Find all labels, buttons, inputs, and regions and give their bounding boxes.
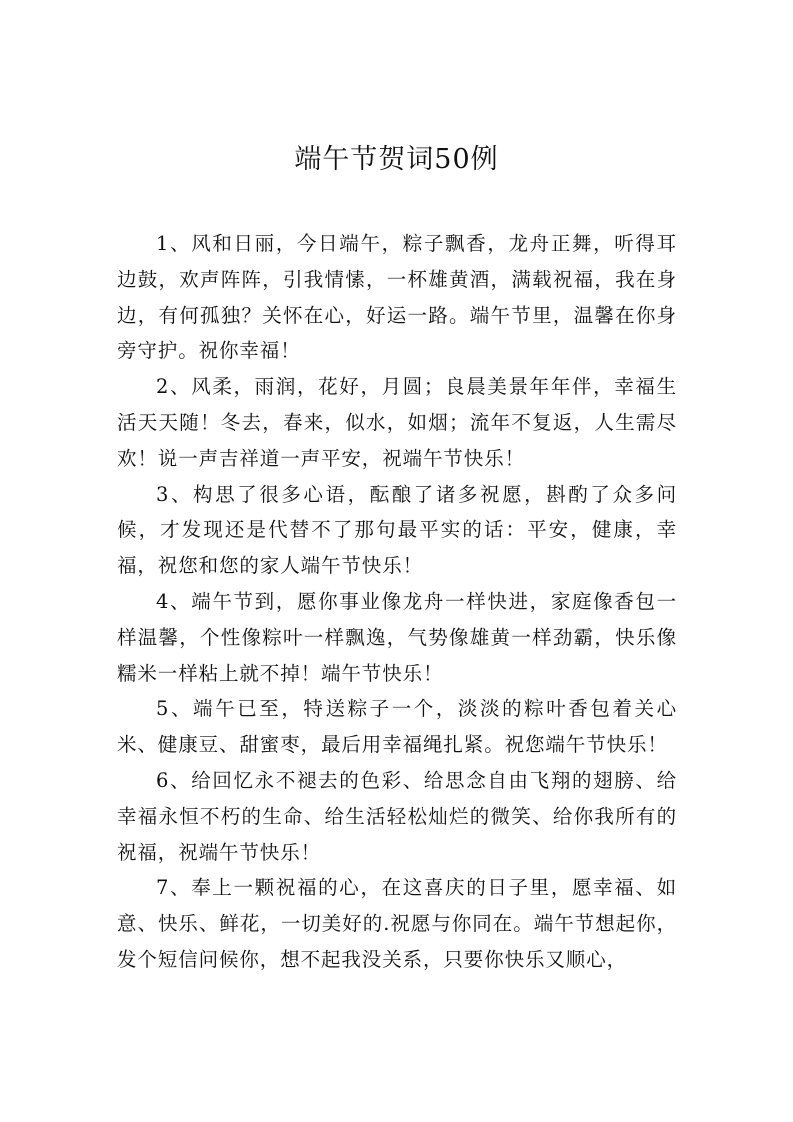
- paragraph-3: 3、构思了很多心语，酝酿了诸多祝愿，斟酌了众多问候，才发现还是代替不了那句最平实的话：平安，健康，幸福，祝您和您的家人端午节快乐！: [117, 482, 677, 578]
- paragraph-5: 5、端午已至，特送粽子一个，淡淡的粽叶香包着关心米、健康豆、甜蜜枣，最后用幸福绳扎紧。祝您端午节快乐！: [117, 697, 677, 757]
- paragraph-2: 2、风柔，雨润，花好，月圆；良晨美景年年伴，幸福生活天天随！冬去，春来，似水，如烟；流年不复返，人生需尽欢！说一声吉祥道一声平安，祝端午节快乐！: [117, 375, 677, 470]
- document-body: [117, 226, 677, 978]
- paragraph-1: 1、风和日丽，今日端午，粽子飘香，龙舟正舞，听得耳边鼓，欢声阵阵，引我情愫，一杯雄黄酒，满载祝福，我在身边，有何孤独？关怀在心，好运一路。端午节里，温馨在你身旁守护。祝你幸福！: [117, 232, 677, 363]
- page-title: 端午节贺词50例: [294, 144, 499, 175]
- paragraph-4: 4、端午节到，愿你事业像龙舟一样快进，家庭像香包一样温馨，个性像粽叶一样飘逸，气势像雄黄一样劲霸，快乐像糯米一样粘上就不掉！端午节快乐！: [117, 589, 677, 685]
- paragraph-7: 7、奉上一颗祝福的心，在这喜庆的日子里，愿幸福、如意、快乐、鲜花，一切美好的.祝愿与你同在。端午节想起你，发个短信问候你，想不起我没关系，只要你快乐又顺心，: [117, 876, 677, 971]
- paragraph-6: 6、给回忆永不褪去的色彩、给思念自由飞翔的翅膀、给幸福永恒不朽的生命、给生活轻松灿烂的微笑、给你我所有的祝福，祝端午节快乐！: [117, 768, 677, 864]
